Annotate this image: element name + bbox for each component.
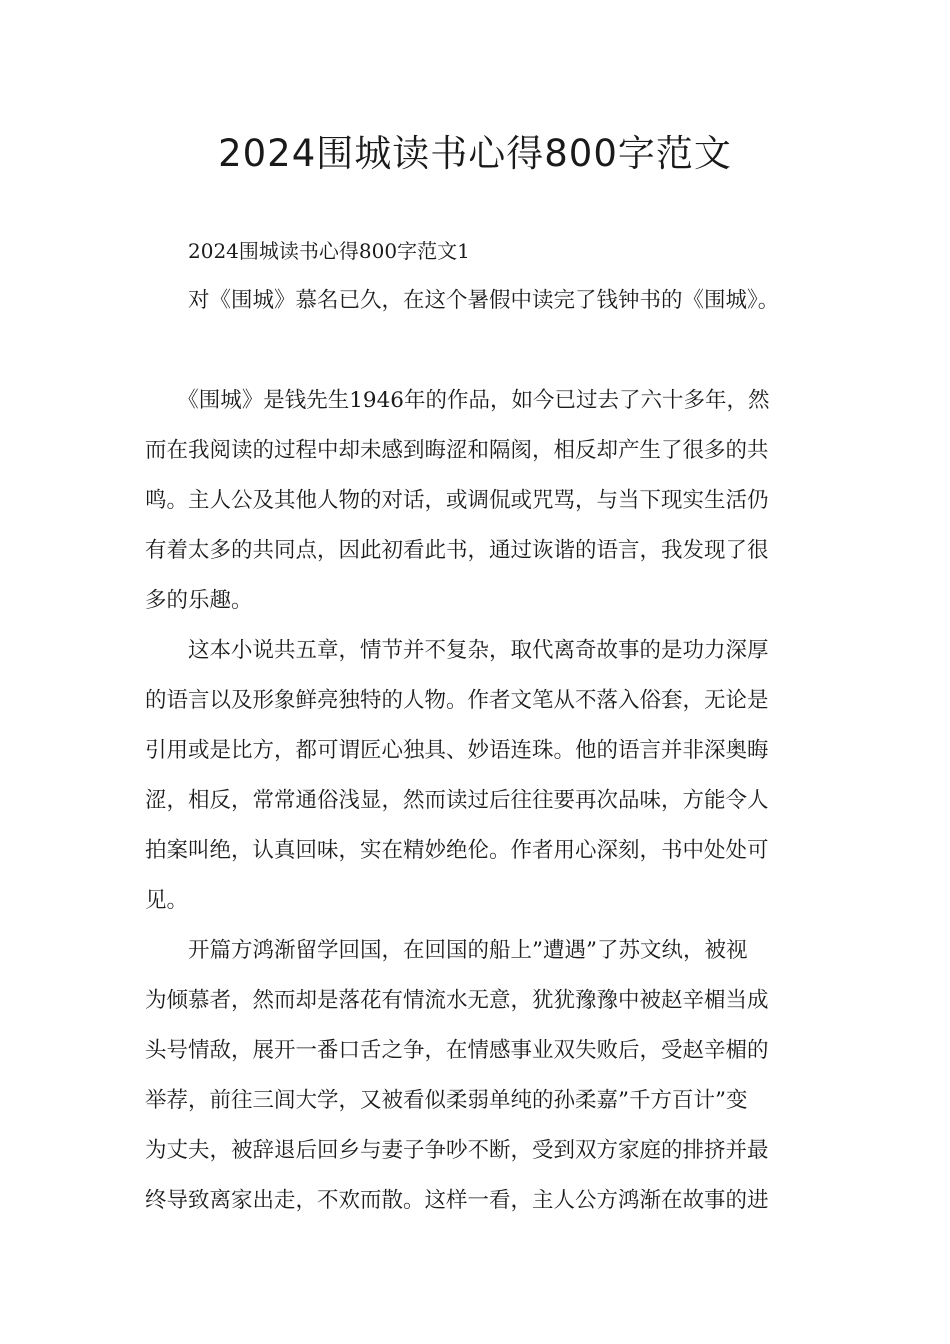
body-line: 终导致离家出走，不欢而散。这样一看，主人公方鸿渐在故事的进 bbox=[145, 1188, 769, 1213]
body-line: 举荐，前往三闾大学，又被看似柔弱单纯的孙柔嘉”千方百计”变 bbox=[145, 1088, 748, 1113]
body-line: 的语言以及形象鲜亮独特的人物。作者文笔从不落入俗套，无论是 bbox=[145, 688, 769, 713]
body-line: 见。 bbox=[145, 888, 189, 913]
body-line: 开篇方鸿渐留学回国，在回国的船上”遭遇”了苏文纨，被视 bbox=[145, 938, 748, 963]
body-line: 鸣。主人公及其他人物的对话，或调侃或咒骂，与当下现实生活仍 bbox=[145, 488, 769, 513]
body-line: 头号情敌，展开一番口舌之争，在情感事业双失败后，受赵辛楣的 bbox=[145, 1038, 769, 1063]
body-line: 涩，相反，常常通俗浅显，然而读过后往往要再次品味，方能令人 bbox=[145, 788, 769, 813]
body-line: 引用或是比方，都可谓匠心独具、妙语连珠。他的语言并非深奥晦 bbox=[145, 738, 769, 763]
body-line: 多的乐趣。 bbox=[145, 588, 253, 613]
section-subtitle: 2024围城读书心得800字范文1 bbox=[188, 239, 470, 263]
body-line: 而在我阅读的过程中却未感到晦涩和隔阂，相反却产生了很多的共 bbox=[145, 438, 769, 463]
body-line: 这本小说共五章，情节并不复杂，取代离奇故事的是功力深厚 bbox=[145, 638, 769, 663]
body-line: 对《围城》慕名已久，在这个暑假中读完了钱钟书的《围城》。 bbox=[145, 288, 780, 313]
body-line: 有着太多的共同点，因此初看此书，通过诙谐的语言，我发现了很 bbox=[145, 538, 769, 563]
body-line: 为丈夫，被辞退后回乡与妻子争吵不断，受到双方家庭的排挤并最 bbox=[145, 1138, 769, 1163]
document-title: 2024围城读书心得800字范文 bbox=[218, 132, 732, 175]
body-line: 《围城》是钱先生1946年的作品，如今已过去了六十多年，然 bbox=[145, 388, 770, 413]
body-line: 为倾慕者，然而却是落花有情流水无意，犹犹豫豫中被赵辛楣当成 bbox=[145, 988, 769, 1013]
body-line: 拍案叫绝，认真回味，实在精妙绝伦。作者用心深刻，书中处处可 bbox=[145, 838, 769, 863]
